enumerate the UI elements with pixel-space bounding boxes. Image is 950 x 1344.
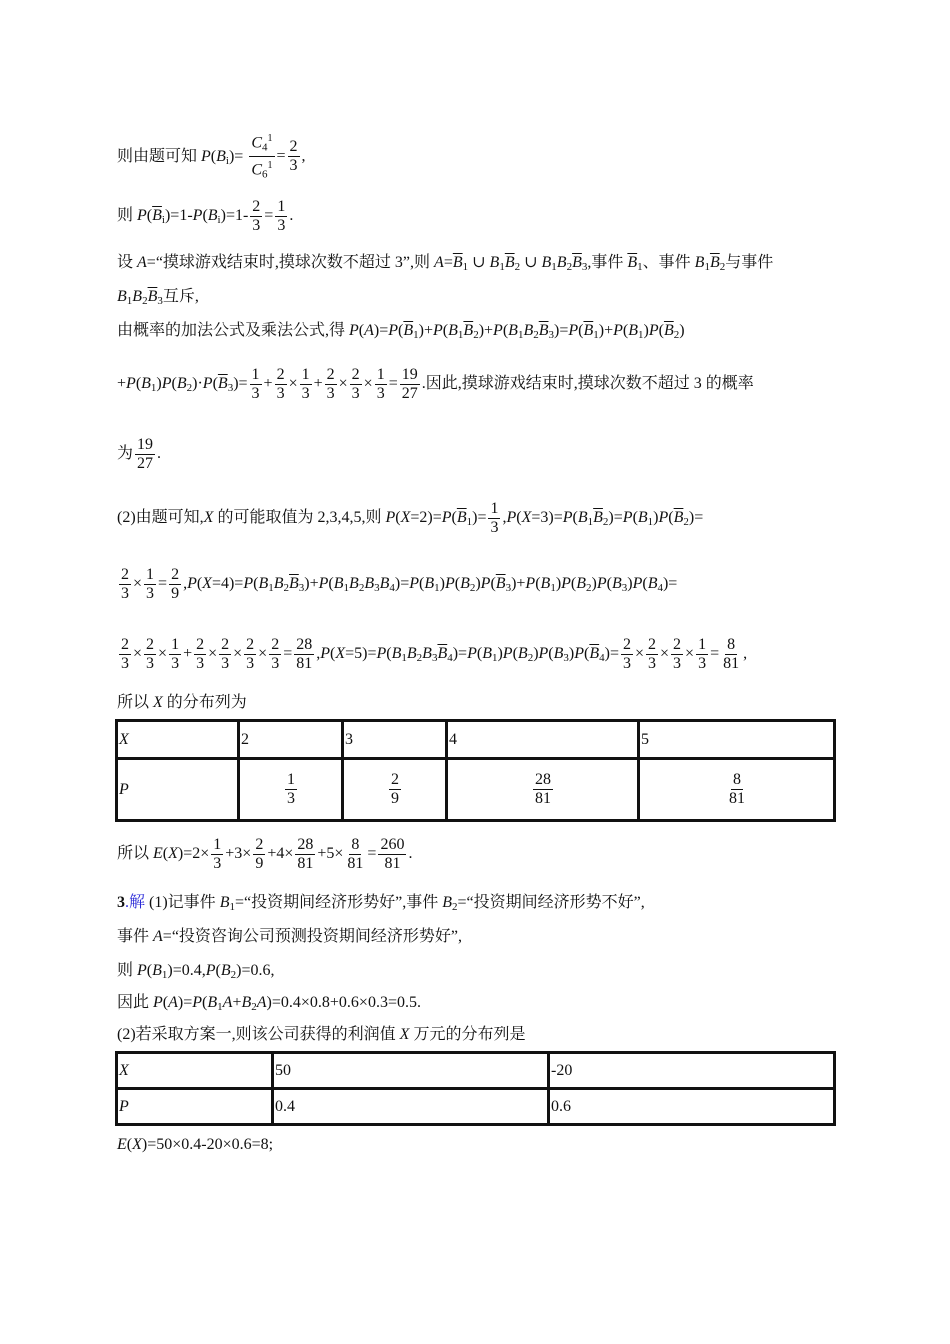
q3-line-2: 事件 A=“投资咨询公司预测投资期间经济形势好”,	[117, 928, 463, 945]
line-part2-x2-x3: (2)由题可知,X 的可能取值为 2,3,4,5,则 $P(X=2)=P(\overline{B}_1)=$ $\frac{1}{3}$ $,P(X=3)=P(B_1\overline{B}_2)=P(B_1)P(\overline{B}_2)=$	[117, 500, 704, 536]
table-cell: $\frac{1}{3}$	[239, 759, 343, 821]
line-sum-result: $+P(B_1)P(B_2)\cdot P(\overline{B}_3)=$ $\frac{1}{3}$ + $\frac{2}{3}$ × $\frac{1}{3}$ + $\frac{2}{3}$ × $\frac{2}{3}$ × $\frac{1}{3}$ = $\frac{19}{27}$ .因此,摸球游戏结束时,摸球次数不超过 3 的概率	[117, 366, 754, 402]
q3-line-1: 3.解 (1)记事件 $B_1=“$投资期间经济形势好”,事件 $B_2=“$投资期间经济形势不好”,	[117, 894, 645, 913]
table-cell: -20	[549, 1053, 835, 1089]
q3-line-3: 则 $P(B_1)=0.4,P(B_2)=0.6$,	[117, 962, 275, 981]
table-cell: 5	[639, 721, 835, 759]
table-cell: 3	[343, 721, 447, 759]
distribution-table-1	[115, 719, 836, 822]
table-cell: $\frac{2}{9}$	[343, 759, 447, 821]
table-row	[117, 1089, 835, 1125]
fraction-2-3: $\frac{2}{3}$	[289, 138, 298, 175]
table-cell: 4	[447, 721, 639, 759]
line-distribution-intro: 所以 X 的分布列为	[117, 694, 247, 711]
table-cell: X	[117, 721, 239, 759]
line-x4: $\frac{2}{3}$ × $\frac{1}{3}$ = $\frac{2}{9}$ $,P(X=4)=P(B_1B_2\overline{B}_3)+P(B_1B_2B_3B_4)=P(B_1)P(B_2)P(\overline{B}_3)+P(B_1)P(B_2)P(B_3)P(B_4)=$	[121, 566, 678, 602]
table-cell: $\frac{28}{81}$	[447, 759, 639, 821]
line-define-a: 设 A=“摸球游戏结束时,摸球次数不超过 3”,则 $A=\overline{B}_1$ ∪ $B_1\overline{B}_2$ ∪ $B_1B_2\overline{B}_3$,事件 $\overline{B}_1$、事件 $B_1\overline{B}_2$与事件	[117, 254, 774, 273]
distribution-table-2	[115, 1051, 836, 1126]
table-cell: 2	[239, 721, 343, 759]
conclusion-text: .因此,摸球游戏结束时,摸球次数不超过 3 的概率	[421, 375, 754, 393]
q3-line-6: E(X)=50×0.4-20×0.6=8;	[117, 1136, 274, 1153]
table-cell: 50	[273, 1053, 549, 1089]
line-mutual-exclusive: $B_1B_2\overline{B}_3$互斥,	[117, 288, 199, 307]
table-cell: 0.6	[549, 1089, 835, 1125]
q3-line-5: (2)若采取方案一,则该公司获得的利润值 X 万元的分布列是	[117, 1026, 526, 1043]
line-prob-bbar: 则 $P(\overline{B}_i)=1-P(B_i)=1-$ $\frac{2}{3}$ = $\frac{1}{3}$ .	[117, 198, 294, 234]
line-x5: $\frac{2}{3}$ × $\frac{2}{3}$ × $\frac{1}{3}$ + $\frac{2}{3}$ × $\frac{2}{3}$ × $\frac{2}{3}$ × $\frac{2}{3}$ = $\frac{28}{81}$ $,P(X=5)=P(B_1B_2B_3\overline{B}_4)=P(B_1)P(B_2)P(B_3)P(\overline{B}_4)=$ $\frac{2}{3}$ × $\frac{2}{3}$ × $\frac{2}{3}$ × $\frac{1}{3}$ = $\frac{8}{81}$ ,	[121, 636, 748, 672]
line-expectation: 所以 E(X)=2× $\frac{1}{3}$ +3× $\frac{2}{9}$ +4× $\frac{28}{81}$ +5× $\frac{8}{81}$ = $\frac{260}{81}$ .	[117, 836, 413, 872]
table-row	[117, 721, 835, 759]
fraction-c41-c61: $\frac{C_4^1}{C_6^1}$	[249, 130, 274, 184]
q3-line-4: 因此 $P(A)=P(B_1A+B_2A)=0.4\times 0.8+0.6\times 0.3=0.5$.	[117, 994, 421, 1013]
table-row	[117, 759, 835, 821]
line-addition-rule: 由概率的加法公式及乘法公式,得 $P(A)=P(\overline{B}_1)+P(B_1\overline{B}_2)+P(B_1B_2\overline{B}_3)=P(\overline{B}_1)+P(B_1)P(\overline{B}_2)$	[117, 322, 685, 341]
table-cell: X	[117, 1053, 273, 1089]
table-cell: 0.4	[273, 1089, 549, 1125]
table-cell: P	[117, 1089, 273, 1125]
table-cell: $\frac{8}{81}$	[639, 759, 835, 821]
line-prob-b: 则由题可知 $P(B_i)=$ $\frac{C_4^1}{C_6^1}$ = $\frac{2}{3}$ ,	[117, 130, 840, 184]
table-cell: P	[117, 759, 239, 821]
table-row	[117, 1053, 835, 1089]
line-answer-19-27: 为 $\frac{19}{27}$ .	[117, 436, 162, 472]
